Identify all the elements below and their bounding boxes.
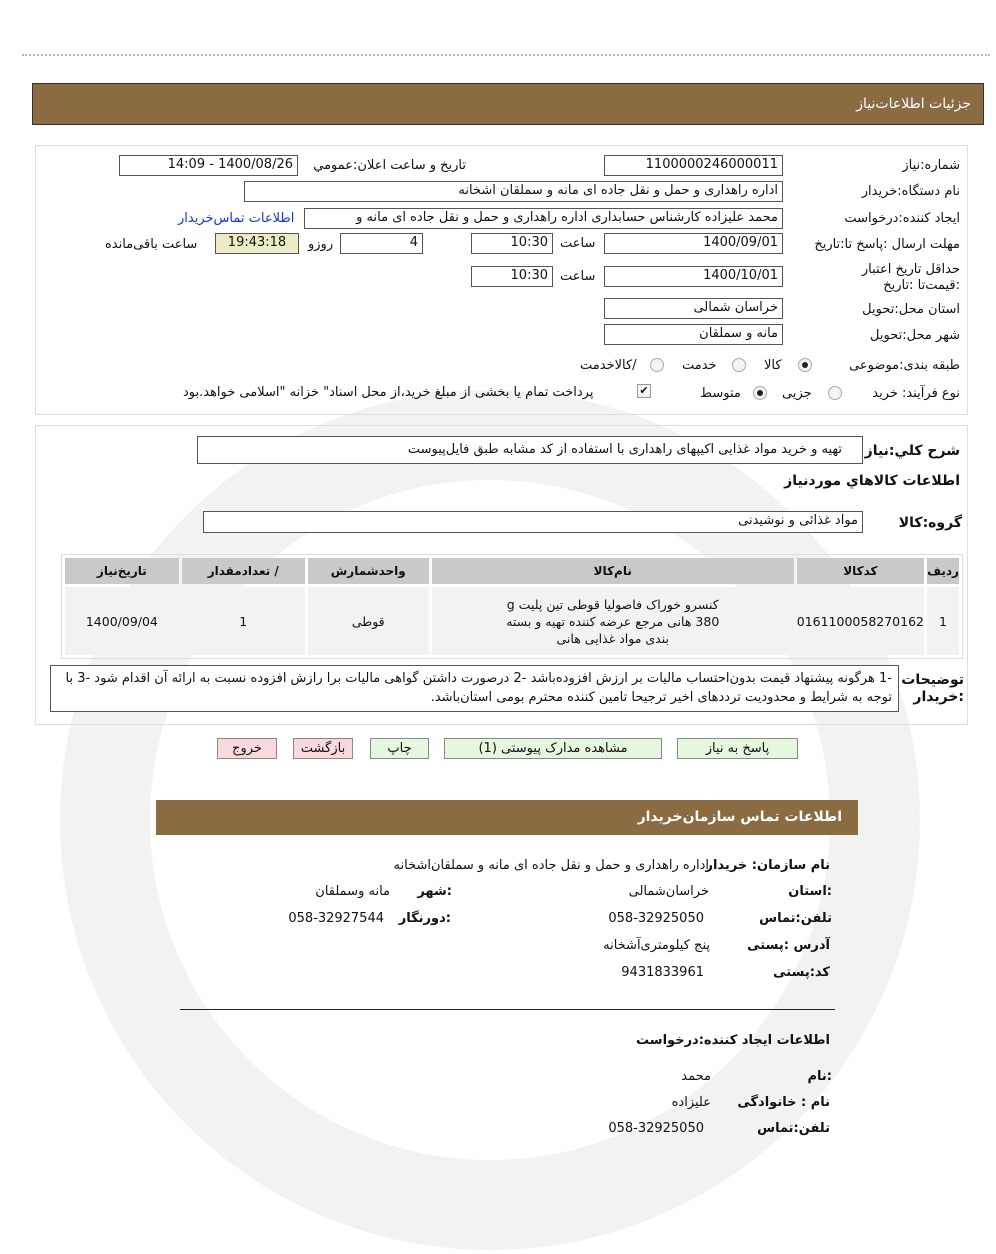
city-label-2: :شهر <box>417 884 452 899</box>
description-field[interactable]: تهیه و خرید مواد غذایی اکیپهای راهداری با استفاده از کد مشابه طبق فایل‌پیوست <box>197 436 863 464</box>
validity-label: حداقل تاریخ اعتبار :قیمت‌تا :تاریخ <box>861 262 960 293</box>
goods-table <box>61 554 963 659</box>
need-number-label: شماره:نیاز <box>902 158 960 173</box>
validity-date-field[interactable]: 1400/10/01 <box>604 266 783 287</box>
deadline-time-field[interactable]: 10:30 <box>471 233 553 254</box>
validity-time-label: ساعت <box>560 269 596 284</box>
buyer-org-field[interactable]: اداره راهداری و حمل و نقل جاده ای مانه و سملقان اشخانه <box>244 181 783 202</box>
postal-label: کد:پستی <box>773 965 830 980</box>
divider <box>180 1009 835 1010</box>
announce-field[interactable]: 1400/08/26 - 14:09 <box>119 155 298 176</box>
validity-time-field[interactable]: 10:30 <box>471 266 553 287</box>
category-service-label: خدمت <box>682 358 717 373</box>
cell-unit: قوطی <box>308 587 429 655</box>
process-medium-label: متوسط <box>700 386 741 401</box>
process-radio-medium[interactable] <box>753 386 767 400</box>
phone-label: تلفن:تماس <box>759 911 832 926</box>
remaining-label: ساعت باقی‌مانده <box>105 237 198 252</box>
announce-label: تاریخ و ساعت اعلان:عمومي <box>313 158 466 173</box>
days-label: روزو <box>308 237 334 252</box>
city-value: مانه وسملقان <box>315 884 390 899</box>
cell-row: 1 <box>927 587 959 655</box>
header-bar <box>32 83 984 125</box>
cell-name <box>432 587 794 655</box>
header-title: جزئیات اطلاعات‌نیاز <box>856 96 971 112</box>
category-radio-goods-service[interactable] <box>650 358 664 372</box>
category-goods-service-label: /کالاخدمت <box>580 358 637 373</box>
org-value: اداره راهداری و حمل و نقل جاده ای مانه و سملقان‌اشخانه <box>393 858 709 873</box>
group-field[interactable]: مواد غذائی و نوشیدنی <box>203 511 863 533</box>
city-field[interactable]: مانه و سملقان <box>604 324 783 345</box>
table-row <box>65 587 959 655</box>
print-button[interactable]: چاپ <box>370 738 429 759</box>
reply-button[interactable]: پاسخ به نیاز <box>677 738 798 759</box>
category-radio-goods[interactable] <box>798 358 812 372</box>
col-code: کدکالا <box>797 558 924 584</box>
buyer-org-label: نام دستگاه:خریدار <box>861 184 960 199</box>
name-label: :نام <box>807 1069 832 1084</box>
col-date: تاریخ‌نیاز <box>65 558 179 584</box>
col-qty: / تعدادمقدار <box>182 558 305 584</box>
process-minor-label: جزیی <box>782 386 812 401</box>
attachments-button[interactable]: مشاهده مدارک پیوستی (1) <box>444 738 662 759</box>
creator-phone-label: تلفن:تماس <box>757 1121 830 1136</box>
family-label: نام : خانوادگی <box>737 1095 830 1110</box>
notes-field: -1 هرگونه پیشنهاد قیمت بدون‌احتساب مالیات بر ارزش افزوده‌باشد -2 درصورت داشتن گواهی مالیات برا رازش افزوده نسبت به ارائه آن اقدام شود -3 با توجه به شرایط و محدودیت ترددهای اخیر ترجیحا تامین کننده محترم بومی استان‌باشد. <box>50 665 899 712</box>
creator-phone-value: 058-32925050 <box>608 1121 704 1136</box>
deadline-time-label: ساعت <box>560 236 596 251</box>
creator-label: ایجاد کننده:درخواست <box>844 211 960 226</box>
address-label: آدرس :پستی <box>747 938 830 953</box>
name-value: محمد <box>681 1069 711 1084</box>
back-button[interactable]: بازگشت <box>293 738 353 759</box>
payment-note: پرداخت تمام یا بخشی از مبلغ خرید،از محل اسناد" خزانه "اسلامی خواهد.بود <box>183 385 594 400</box>
address-value: پنج کیلومتری‌آشخانه <box>603 938 710 953</box>
col-unit: واحدشمارش <box>308 558 429 584</box>
payment-checkbox[interactable]: ✔ <box>637 384 651 398</box>
creator-title: اطلاعات ایجاد کننده:درخواست <box>636 1033 830 1048</box>
divider <box>22 54 990 56</box>
exit-button[interactable]: خروج <box>217 738 277 759</box>
contact-title: اطلاعات تماس سازمان‌خریدار <box>637 809 842 825</box>
category-label: طبقه بندی:موضوعی <box>849 358 960 373</box>
contact-header <box>156 800 858 835</box>
province-label-2: :استان <box>788 884 832 899</box>
org-label: نام سازمان: خریدار <box>705 858 830 873</box>
phone-value: 058-32925050 <box>608 911 704 926</box>
deadline-date-field[interactable]: 1400/09/01 <box>604 233 783 254</box>
group-label: گروه:کالا <box>898 515 962 531</box>
cell-date: 1400/09/04 <box>65 587 179 655</box>
buyer-contact-link[interactable]: اطلاعات تماس‌خریدار <box>178 211 295 226</box>
cell-code: 0161100058270162 <box>797 587 924 655</box>
days-field[interactable]: 4 <box>340 233 423 254</box>
fax-value: 058-32927544 <box>288 911 384 926</box>
category-radio-service[interactable] <box>732 358 746 372</box>
province-label: استان محل:تحویل <box>862 302 960 317</box>
col-row: ردیف <box>927 558 959 584</box>
creator-field[interactable]: محمد علیزاده کارشناس حسابداری اداره راهداری و حمل و نقل جاده ای مانه و <box>304 208 783 229</box>
process-radio-minor[interactable] <box>828 386 842 400</box>
city-label: شهر محل:تحویل <box>870 328 960 343</box>
postal-value: 9431833961 <box>621 965 704 980</box>
need-number-field[interactable]: 1100000246000011 <box>604 155 783 176</box>
province-value: خراسان‌شمالی <box>628 884 709 899</box>
family-value: علیزاده <box>671 1095 711 1110</box>
deadline-label: مهلت ارسال :پاسخ تا:تاریخ <box>814 237 960 252</box>
description-label: شرح کلي:نیاز <box>864 443 960 459</box>
process-label: نوع فرآیند: خرید <box>872 386 960 401</box>
col-name: نام‌کالا <box>432 558 794 584</box>
notes-label: توضیحات :خریدار <box>901 672 964 705</box>
fax-label: :دورنگار <box>398 911 451 926</box>
cell-qty: 1 <box>182 587 305 655</box>
goods-title: اطلاعات کالاهاي موردنیاز <box>784 473 960 489</box>
province-field[interactable]: خراسان شمالی <box>604 298 783 319</box>
goods-name: کنسرو خوراک فاصولیا قوطی تین پلیت g 380 هانی مرجع عرضه کننده تهیه و بسته بندی مواد غذایی هانی <box>506 596 720 646</box>
category-goods-label: کالا <box>764 358 782 373</box>
remaining-time: 19:43:18 <box>215 233 299 254</box>
